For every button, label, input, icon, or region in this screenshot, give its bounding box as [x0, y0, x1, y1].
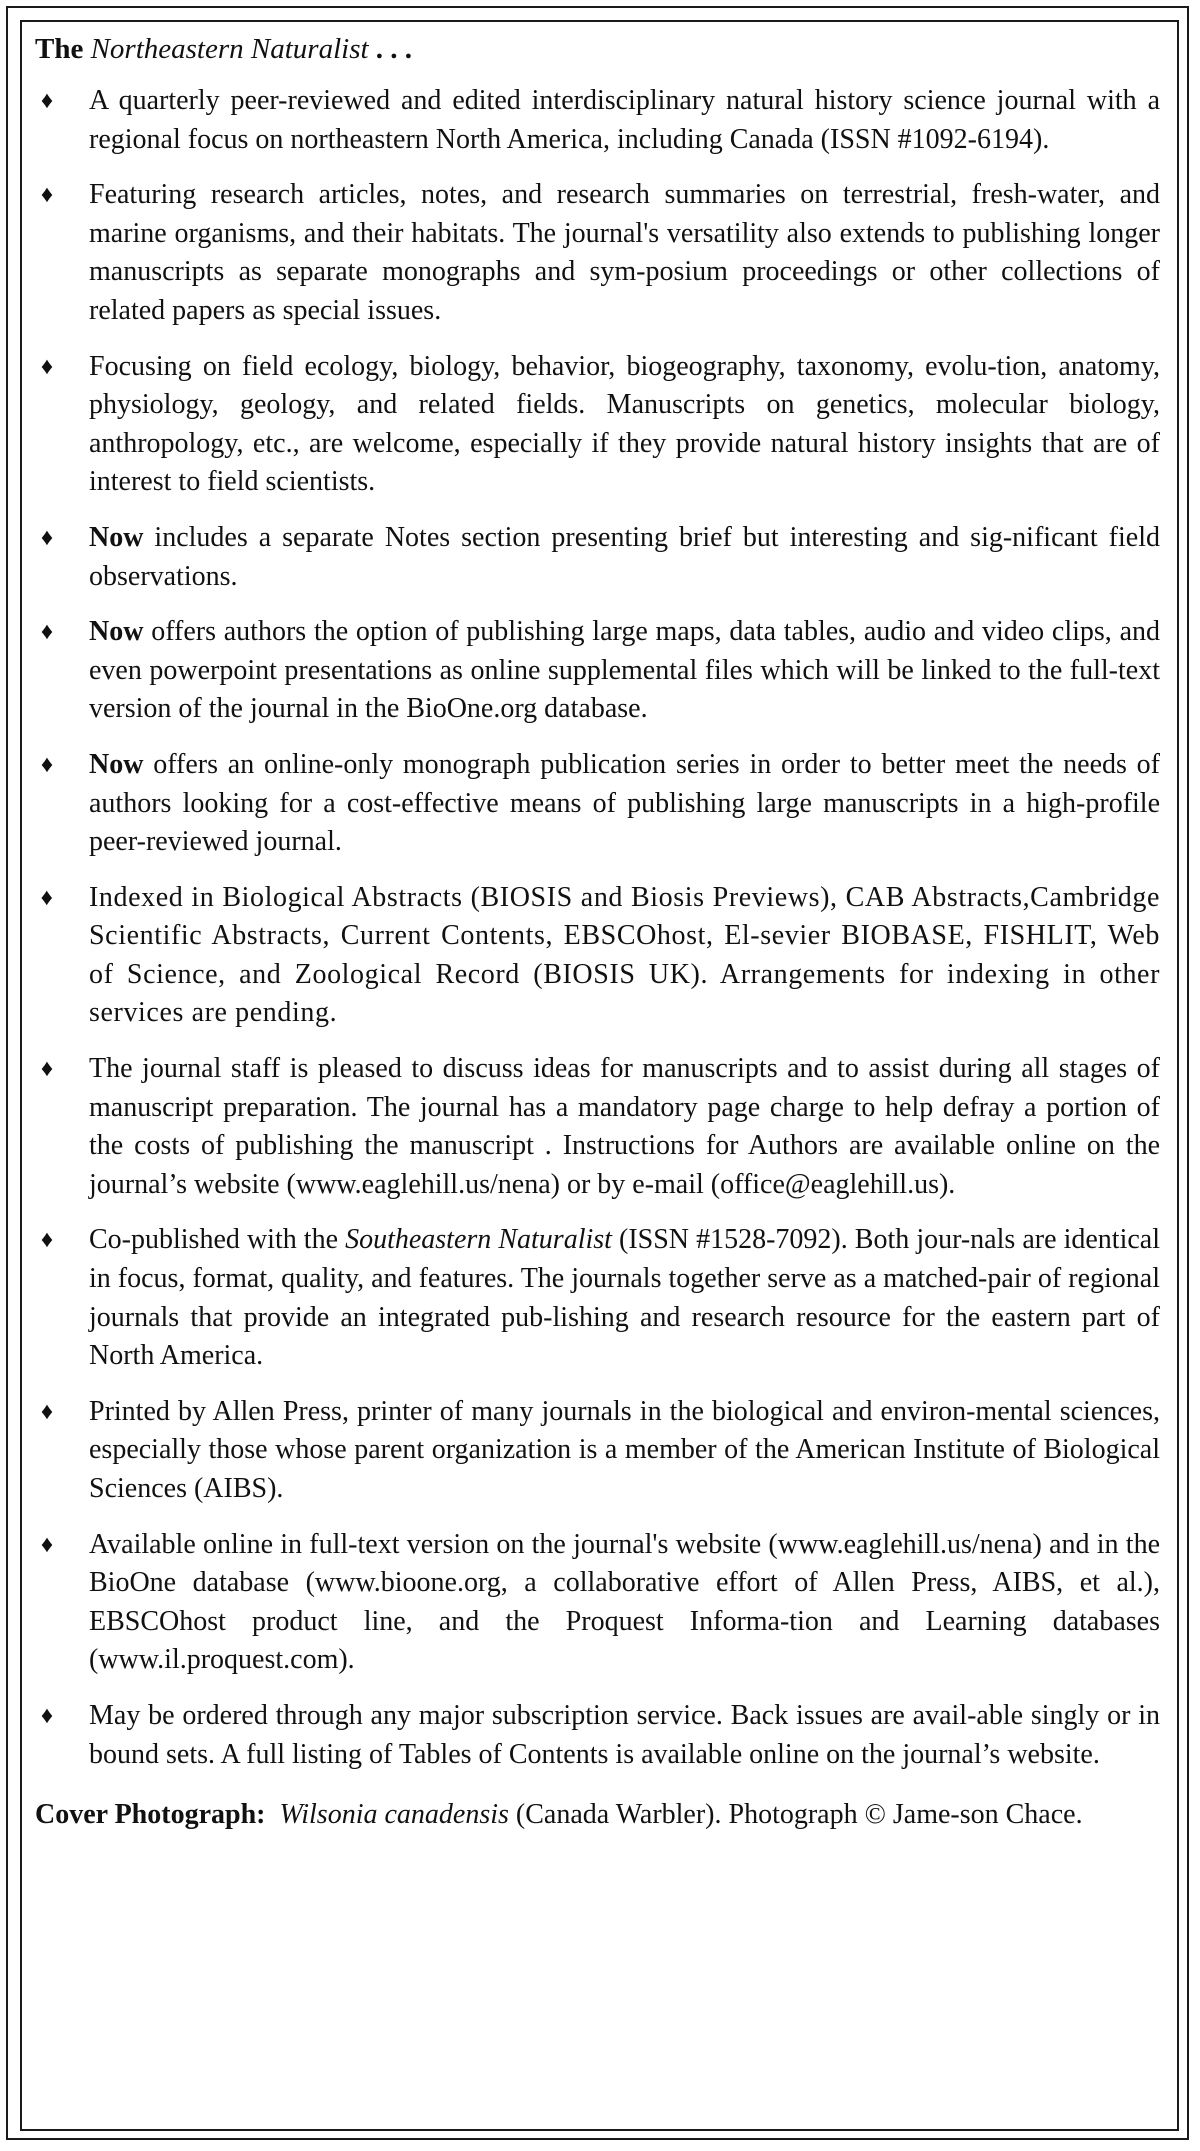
item-text: includes a separate Notes section presenting brief but interesting and sig-nificant field observations.: [89, 521, 1160, 592]
list-item: [35, 176, 1160, 330]
feature-list: [35, 82, 1160, 1774]
item-text: Printed by Allen Press, printer of many journals in the biological and environ-mental sciences, especially those whose parent organization is a member of the American Institute of Biological Sciences (AIBS).: [89, 1395, 1160, 1504]
diamond-bullet-icon: ♦: [40, 88, 54, 114]
diamond-bullet-icon: ♦: [40, 1531, 54, 1558]
list-item: [35, 348, 1160, 502]
box-heading: [35, 30, 1160, 68]
heading-ellipsis: . . .: [368, 33, 413, 65]
item-italic: Southeastern Naturalist: [345, 1224, 612, 1256]
item-text: Featuring research articles, notes, and research summaries on terrestrial, fresh-water, and marine organisms, and their habitats. The journal's versatility also extends to publishing longer manuscripts as separate monographs and sym-posium proceedings or other collections of related papers as special issues.: [89, 179, 1160, 326]
item-text: The journal staff is pleased to discuss ideas for manuscripts and to assist during all stages of manuscript preparation. The journal has a mandatory page charge to help defray a portion of the costs of publishing the manuscript . Instructions for Authors are available online on the journal’s website (www.eaglehill.us/nena) or by e-mail (office@eaglehill.us).: [89, 1053, 1160, 1200]
diamond-bullet-icon: ♦: [40, 884, 54, 911]
item-text: Available online in full-text version on the journal's website (www.eaglehill.us/nena) and in the BioOne database (www.bioone.org, a collaborative effort of Allen Press, AIBS, et al.), EBSCOhost product line, and the Proquest Informa-tion and Learning databases (www.il.proquest.com).: [89, 1528, 1160, 1676]
item-text: Indexed in Biological Abstracts (BIOSIS and Biosis Previews), CAB Abstracts,Cambridge Scientific Abstracts, Current Contents, EBSCOhost, El-sevier BIOBASE, FISHLIT, Web of Science, and Zoological Record (BIOSIS UK). Arrangements for indexing in other services are pending.: [89, 881, 1160, 1029]
item-text: May be ordered through any major subscription service. Back issues are avail-able singly or in bound sets. A full listing of Tables of Contents is available online on the journal’s website.: [89, 1699, 1160, 1770]
list-item: [35, 1050, 1160, 1204]
list-item: [35, 1221, 1160, 1375]
diamond-bullet-icon: ♦: [40, 182, 54, 209]
item-text: (ISSN #1528-7092). Both jour-nals are identical in focus, format, quality, and features. The journals together serve as a matched-pair of regional journals that provide an integrated pub-lishing and research resource for the eastern part of North America.: [89, 1224, 1160, 1372]
list-item: [35, 1697, 1160, 1774]
list-item: [35, 746, 1160, 862]
item-lead: Now: [89, 616, 144, 648]
diamond-bullet-icon: ♦: [40, 524, 54, 551]
list-item: [35, 1526, 1160, 1680]
item-lead: Now: [89, 748, 144, 780]
cover-label: Cover Photograph:: [35, 1799, 266, 1831]
diamond-bullet-icon: ♦: [40, 1227, 54, 1254]
diamond-bullet-icon: ♦: [40, 1398, 54, 1425]
diamond-bullet-icon: ♦: [40, 751, 54, 778]
diamond-bullet-icon: ♦: [40, 1702, 54, 1729]
cover-credit-text: (Canada Warbler). Photograph © Jame-son Chace.: [508, 1799, 1083, 1831]
item-text: Focusing on field ecology, biology, behavior, biogeography, taxonomy, evolu-tion, anatomy, physiology, geology, and related fields. Manuscripts on genetics, molecular biology, anthropology, etc., are welcome, especially if they provide natural history insights that are of interest to field scientists.: [89, 350, 1160, 498]
item-lead: Now: [89, 521, 144, 553]
journal-title: Northeastern Naturalist: [90, 33, 369, 65]
list-item: [35, 82, 1160, 159]
item-text: offers an online-only monograph publication series in order to better meet the needs of authors looking for a cost-effective means of publishing large manuscripts in a high-profile peer-reviewed journal.: [89, 748, 1160, 858]
cover-photo-credit: [35, 1796, 1160, 1835]
list-item: [35, 519, 1160, 596]
diamond-bullet-icon: ♦: [40, 353, 54, 380]
heading-prefix: The: [35, 33, 84, 65]
diamond-bullet-icon: ♦: [40, 619, 54, 646]
item-pre: Co-published with the: [89, 1224, 346, 1256]
journal-info-box: [35, 30, 1160, 1835]
cover-species: Wilsonia canadensis: [279, 1799, 509, 1831]
list-item: [35, 879, 1160, 1033]
item-text: A quarterly peer-reviewed and edited interdisciplinary natural history science journal with a regional focus on northeastern North America, including Canada (ISSN #1092-6194).: [89, 85, 1160, 155]
list-item: [35, 613, 1160, 729]
list-item: [35, 1393, 1160, 1509]
diamond-bullet-icon: ♦: [40, 1056, 54, 1083]
item-text: offers authors the option of publishing large maps, data tables, audio and video clips, and even powerpoint presentations as online supplemental files which will be linked to the full-text version of the journal in the BioOne.org database.: [89, 616, 1160, 725]
